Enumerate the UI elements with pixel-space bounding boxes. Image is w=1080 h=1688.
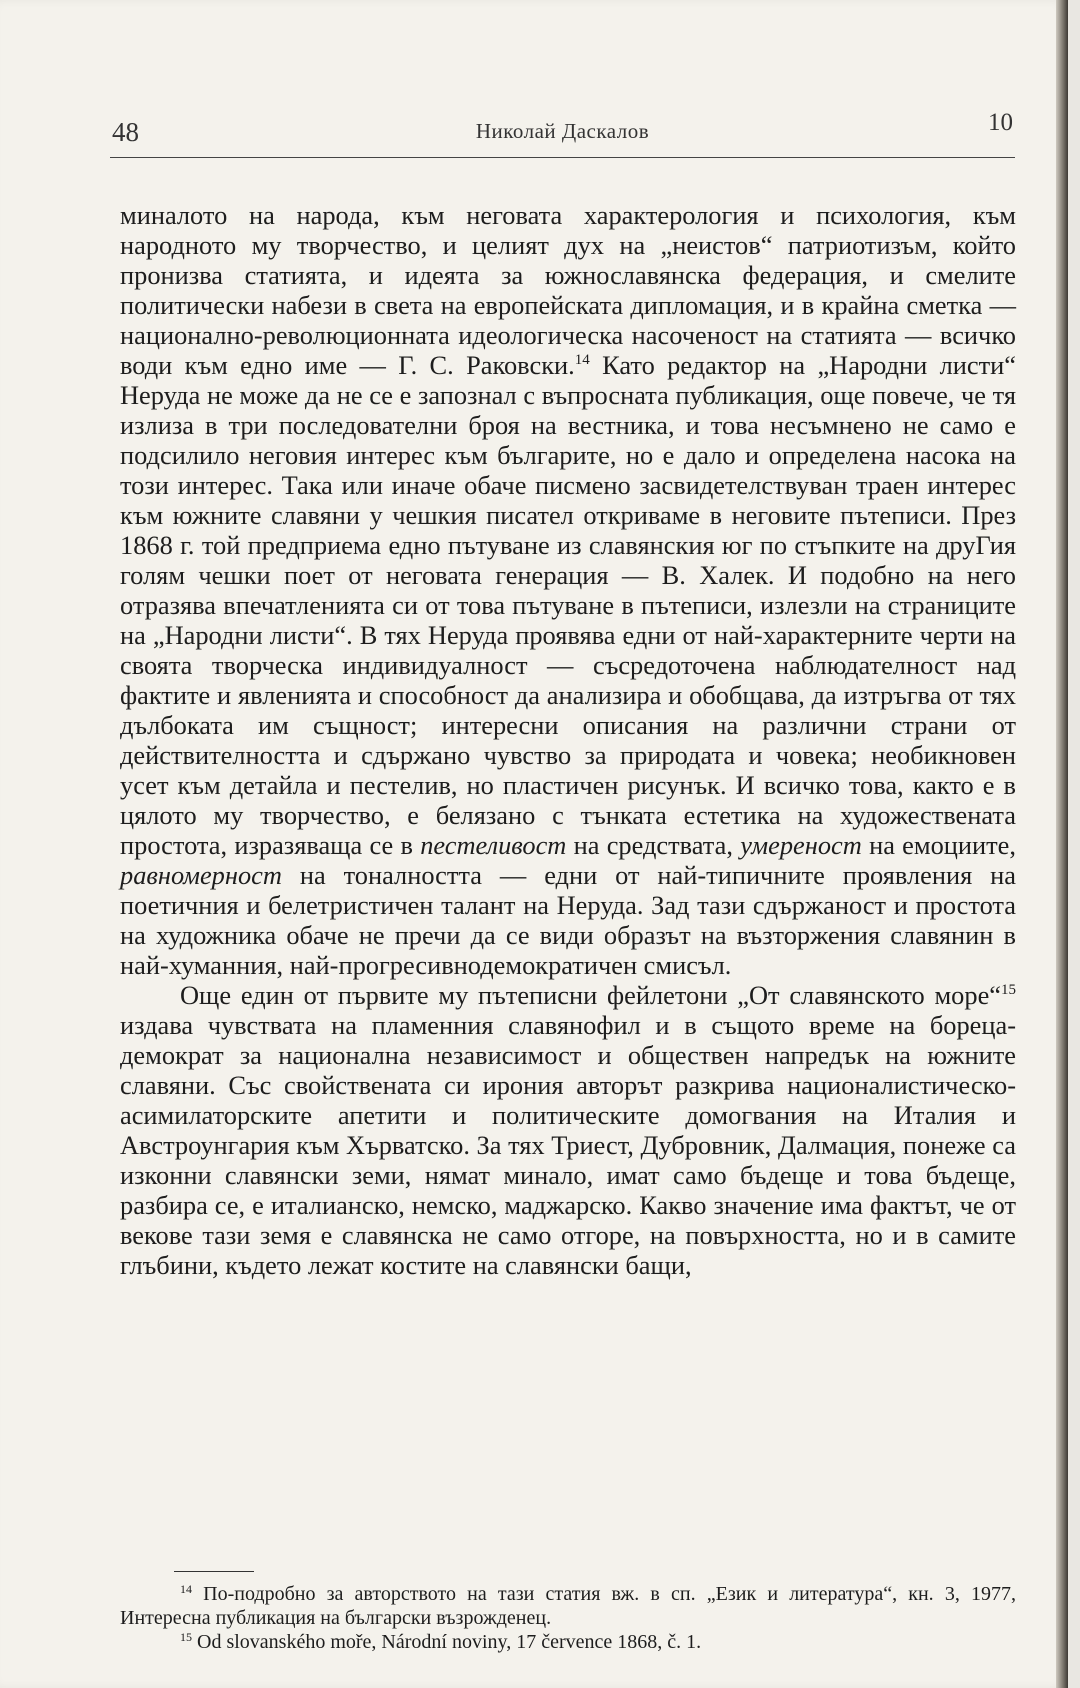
footnote-ref-15: 15: [1001, 982, 1016, 998]
emphasis-umerenost: умереност: [740, 830, 862, 860]
paragraph-1-text-e: на тоналността — едни от най-типичните проявления на поетичния и белетристичен талант на Неруда. Зад тази сдържаност и простота на художника обаче не пречи да се види образът на възторжения славянин в най-хуманния, най-прогресивнодемократичен смисъл.: [120, 860, 1016, 980]
paragraph-2-text-a: Още един от първите му пътеписни фейлетони „От славянското море“: [180, 980, 1001, 1010]
chapter-number: 10: [988, 109, 1013, 136]
main-text: [120, 200, 1016, 1280]
page-number: 48: [112, 117, 139, 147]
paragraph-1: [120, 200, 1016, 980]
footnote-number: 14: [180, 1582, 192, 1596]
footnotes: [120, 1582, 1016, 1654]
header-rule: [110, 157, 1015, 158]
paragraph-2-text-b: издава чувствата на пламенния славянофил и в същото време на бореца-демократ за национална независимост и обществен напредък на южните славяни. Със свойствената си ирония авторът разкрива националистическо-асимилаторските апетити и политическите домогвания на Италия и Австроунгария към Хърватско. За тях Триест, Дубровник, Далмация, понеже са изконни славянски земи, нямат минало, имат само бъдеще и това бъдеще, разбира се, е италианско, немско, маджарско. Какво значение има фактът, че от векове тази земя е славянска не само отгоре, на повърхността, но и в самите глъбини, където лежат костите на славянски бащи,: [120, 1010, 1016, 1280]
footnote-15: [120, 1630, 1016, 1654]
emphasis-ravnomernost: равномерност: [120, 860, 282, 890]
paragraph-1-text-b: Като редактор на „Народни листи“ Неруда не може да не се е запознал с въпросната публикация, още повече, че тя излиза в три последователни броя на вестника, и това несъмнено не само е подсилило неговия интерес към българите, но е дало и определена насока на този интерес. Така или иначе обаче писмено засвидетелствуван траен интерес към южните славяни у чешкия писател откриваме в неговите пътеписи. През 1868 г. той предприема едно пътуване из славянския юг по стъпките на друГия голям чешки поет от неговата генерация — В. Халек. И подобно на него отразява впечатленията си от това пътуване в пътеписи, излезли на страниците на „Народни листи“. В тях Неруда проявява едни от най-характерните черти на своята творческа индивидуалност — съсредоточена наблюдателност над фактите и явленията и способност да анализира и обобщава, да изтръгва от тях дълбоката им същност; интересни описания на различни страни от действителността и сдържано чувство за природата и човека; необикновен усет към детайла и пестелив, но пластичен рисунък. И всичко това, както е в цялото му творчество, е белязано с тънката естетика на художествената простота, изразяваща се в: [120, 350, 1016, 860]
footnote-separator: [174, 1571, 254, 1572]
footnote-text: По-подробно за авторството на тази статия вж. в сп. „Език и литература“, кн. 3, 1977, Интересна публикация на български възрожденец.: [120, 1583, 1016, 1629]
footnote-number: 15: [180, 1630, 192, 1644]
running-head-author: Николай Даскалов: [475, 119, 650, 143]
paragraph-1-text-c: на средствата,: [566, 830, 741, 860]
emphasis-pestelivost: пестеливост: [420, 830, 567, 860]
paragraph-1-text-d: на емоциите,: [861, 830, 1016, 860]
running-header: [110, 105, 1015, 165]
footnote-text: Od slovanského moře, Národní noviny, 17 července 1868, č. 1.: [192, 1631, 702, 1653]
footnote-ref-14: 14: [574, 352, 590, 368]
paragraph-2: [120, 980, 1016, 1280]
paragraph-1-text-a: миналото на народа, към неговата характерология и психология, към народното му творчество, и целият дух на „неистов“ патриотизъм, който пронизва статията, и идеята за южнославянска федерация, и смелите политически набези в света на европейската дипломация, и в крайна сметка — национално-революционната идеологическа насоченост на статията — всичко води към едно име — Г. С. Раковски.: [120, 200, 1016, 380]
book-spine-edge: [1056, 0, 1068, 1688]
footnote-14: [120, 1582, 1016, 1630]
